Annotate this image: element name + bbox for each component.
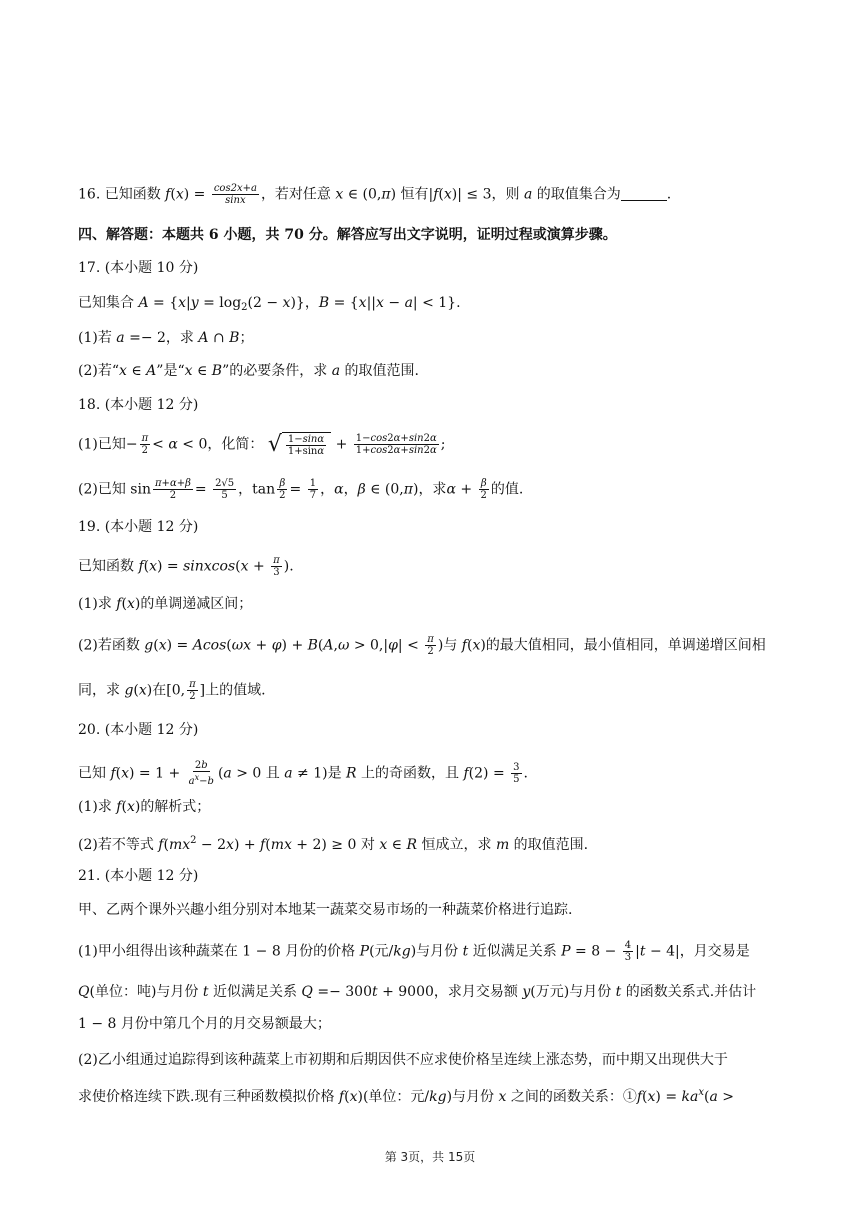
sqrt-expression: √ $\frac{1-\sin\alpha}{1+\sin\alpha}$	[268, 432, 331, 457]
question-17-part-1: (1)若 a =− 2，求 A ∩ B；	[78, 330, 254, 346]
question-20-part-1: (1)求 f(x)的解析式；	[78, 799, 211, 815]
question-16: 16. 已知函数 f(x) = $\frac{\cos 2x+a}{\sin x}$ ，若对任意 x ∈ (0,π) 恒有|f(x)| ≤ 3，则 a 的取值集合为 .	[78, 183, 672, 206]
page-footer: 第 3页，共 15页	[384, 1150, 476, 1164]
question-17-head: 17. (本小题 10 分)	[78, 260, 199, 276]
question-19-head: 19. (本小题 12 分)	[78, 519, 199, 535]
question-19-part-1: (1)求 f(x)的单调递减区间；	[78, 596, 253, 612]
question-21-part-1: (1)甲小组得出该种蔬菜在 1 − 8 月份的价格 P(元/kg)与月份 t 近似满足关系 P = 8 − $\frac{4}{3}$ |t − 4|，月交易是	[78, 940, 750, 963]
question-20-part-2: (2)若不等式 $f(mx^2 - 2x) + f(mx + 2) \ge 0$ 对 x ∈ R 恒成立，求 m 的取值范围.	[78, 835, 589, 853]
question-21-part-2: (2)乙小组通过追踪得到该种蔬菜上市初期和后期因供不应求使价格呈连续上涨态势，而中期又出现供大于	[78, 1052, 728, 1068]
section-heading: 四、解答题：本题共 6 小题，共 70 分。解答应写出文字说明，证明过程或演算步骤。	[78, 227, 617, 243]
question-21-stem: 甲、乙两个课外兴趣小组分别对本地某一蔬菜交易市场的一种蔬菜价格进行追踪.	[78, 902, 573, 918]
answer-blank	[621, 188, 667, 201]
question-19-stem: 已知函数 f(x) = sinxcos(x + $\frac{\pi}{3}$ ).	[78, 555, 294, 578]
question-20-head: 20. (本小题 12 分)	[78, 722, 199, 738]
question-17-part-2: (2)若“x ∈ A”是“x ∈ B”的必要条件，求 a 的取值范围.	[78, 363, 419, 379]
question-19-part-2-cont: 同，求 g(x)在[0, $\frac{\pi}{2}$ ]上的值域.	[78, 679, 266, 702]
question-18-part-1: (1)已知− $\frac{\pi}{2}$ < α < 0，化简： √ $\frac{1-\sin\alpha}{1+\sin\alpha}$ + $\frac{1-\cos 2\alpha+\sin 2\alpha}{1+\cos 2\alpha+\sin 2\alpha}$ ;	[78, 431, 446, 457]
question-21-part-1-end: 1 − 8 月份中第几个月的月交易额最大；	[78, 1016, 331, 1032]
question-21-part-1-cont: Q(单位：吨)与月份 t 近似满足关系 Q =− 300t + 9000，求月交易额 y(万元)与月份 t 的函数关系式.并估计	[78, 984, 757, 1000]
fraction: $\frac{\cos 2x+a}{\sin x}$	[213, 183, 257, 206]
question-18-head: 18. (本小题 12 分)	[78, 397, 199, 413]
question-17-stem: 已知集合 $A = \{x|y = \log_2(2 - x)\}$，B = {x||x − a| < 1}.	[78, 295, 461, 313]
question-21-part-2-cont: 求使价格连续下跌.现有三种函数模拟价格 f(x)(单位：元/kg)与月份 x 之间的函数关系：①f(x) = $ka^x(a$ >	[78, 1087, 735, 1105]
question-18-part-2: (2)已知 sin $\frac{\pi+\alpha+\beta}{2}$ = $\frac{2√5}{5}$ ，tan $\frac{\beta}{2}$ = $\frac{1}{7}$ ，α，β ∈ (0,π)，求α + $\frac{\beta}{2}$ 的值.	[78, 478, 524, 501]
question-21-head: 21. (本小题 12 分)	[78, 868, 199, 884]
question-19-part-2: (2)若函数 g(x) = Acos(ωx + φ) + B(A,ω > 0,|φ| < $\frac{\pi}{2}$ )与 f(x)的最大值相同，最小值相同，单调递增区间相	[78, 634, 766, 657]
question-20-stem: 已知 f(x) = 1 + $\frac{2b}{a^x-b}$ (a > 0 且 a ≠ 1)是 R 上的奇函数，且 f(2) = $\frac{3}{5}$ .	[78, 760, 528, 787]
